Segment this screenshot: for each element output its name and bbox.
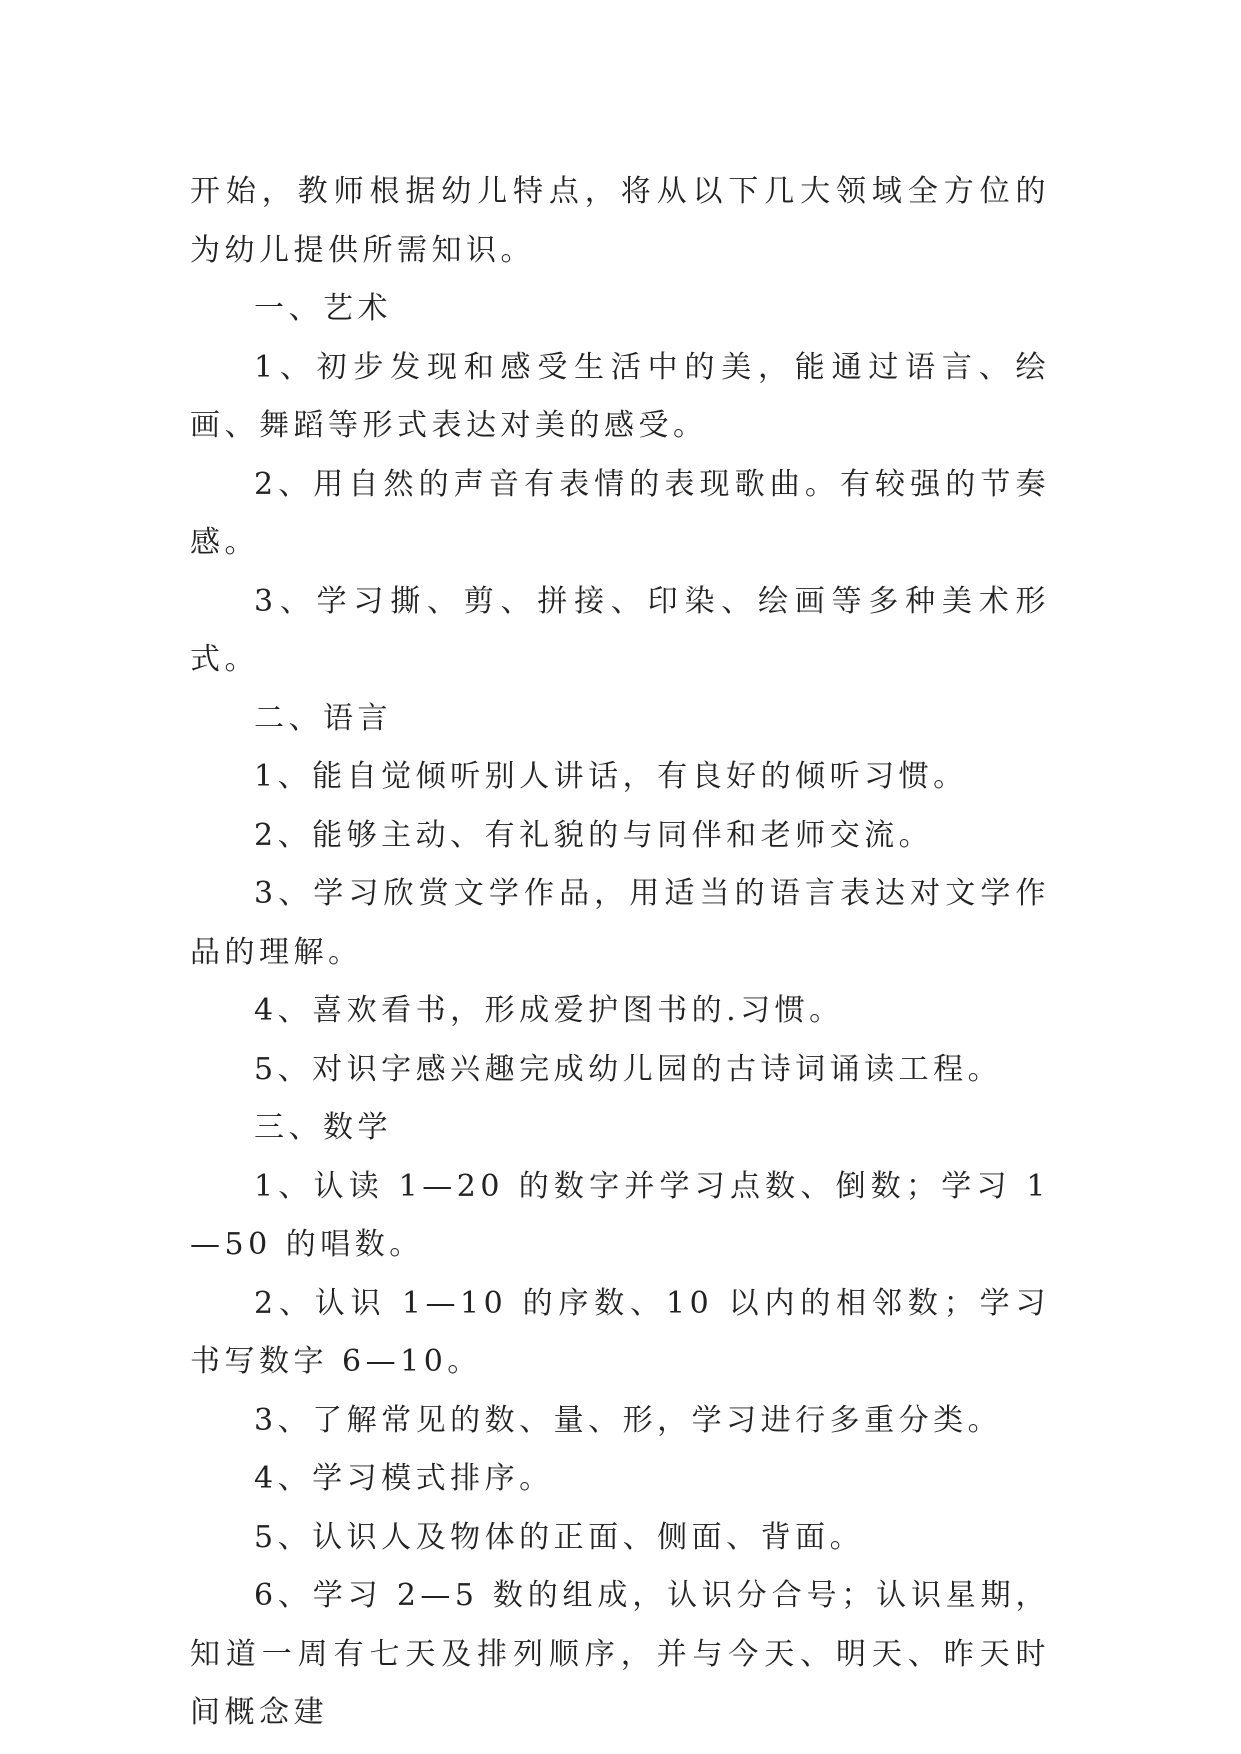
paragraph: 3、了解常见的数、量、形，学习进行多重分类。 (254, 1402, 1003, 1438)
paragraph: 1、认读 1—20 的数字并学习点数、倒数；学习 1—50 的唱数。 (190, 1168, 1050, 1262)
paragraph: 2、认识 1—10 的序数、10 以内的相邻数；学习书写数字 6—10。 (190, 1285, 1050, 1379)
paragraph: 4、喜欢看书，形成爱护图书的.习惯。 (254, 993, 844, 1028)
paragraph: 1、能自觉倾听别人讲话，有良好的倾听习惯。 (254, 759, 968, 794)
paragraph: 开始，教师根据幼儿特点，将从以下几大领域全方位的为幼儿提供所需知识。 (190, 174, 1050, 268)
paragraph: 3、学习撕、剪、拼接、印染、绘画等多种美术形式。 (190, 583, 1050, 677)
document-body (190, 163, 1050, 1743)
paragraph: 6、学习 2—5 数的组成，认识分合号；认识星期，知道一周有七天及排列顺序，并与今天、明天、昨天时间概念建 (190, 1578, 1050, 1730)
section-heading-math: 三、数学 (254, 1110, 392, 1145)
paragraph: 5、认识人及物体的正面、侧面、背面。 (254, 1519, 865, 1555)
paragraph: 1、初步发现和感受生活中的美，能通过语言、绘画、舞蹈等形式表达对美的感受。 (190, 349, 1050, 443)
paragraph: 5、对识字感兴趣完成幼儿园的古诗词诵读工程。 (254, 1051, 1003, 1087)
paragraph: 2、用自然的声音有表情的表现歌曲。有较强的节奏感。 (190, 466, 1050, 560)
section-heading-language: 二、语言 (254, 700, 392, 736)
paragraph: 3、学习欣赏文学作品，用适当的语言表达对文学作品的理解。 (190, 876, 1050, 970)
paragraph: 2、能够主动、有礼貌的与同伴和老师交流。 (254, 817, 934, 853)
paragraph: 4、学习模式排序。 (254, 1461, 554, 1496)
section-heading-art: 一、艺术 (254, 291, 392, 326)
